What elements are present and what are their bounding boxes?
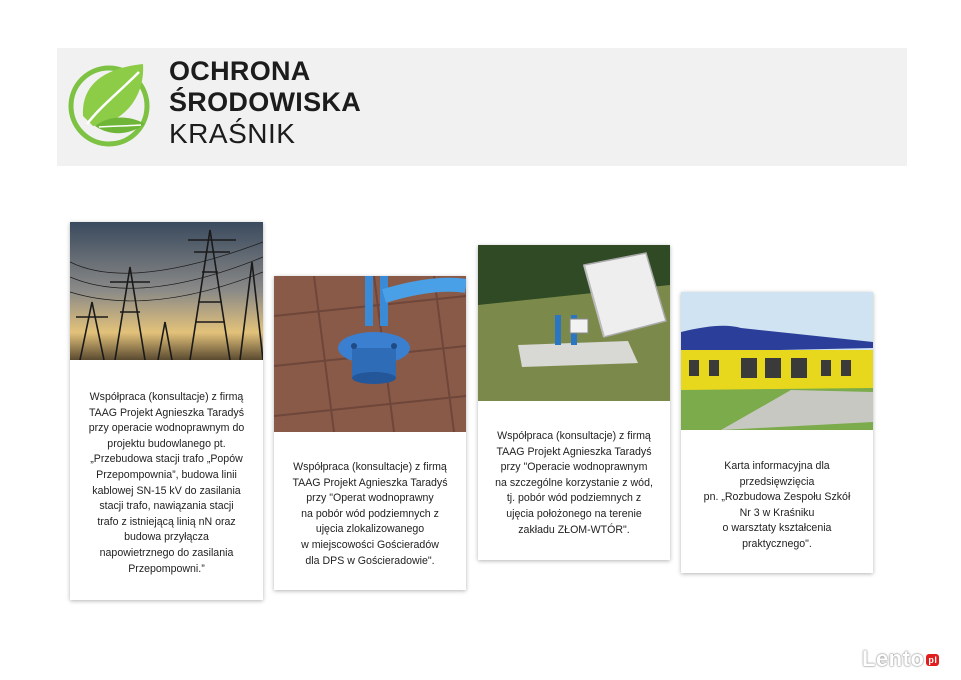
card-2-description: Współpraca (konsultacje) z firmą TAAG Projekt Agnieszka Taradyś przy "Operat wodnoprawny na pobór wód podziemnych z ujęcia zlokalizowanego w miejscowości Gościeradów dla DPS w Gościeradowie". [292, 461, 448, 567]
project-card-4 [681, 292, 873, 573]
watermark-suffix: pl [928, 655, 938, 666]
lento-watermark [862, 646, 939, 672]
project-card-1 [70, 222, 263, 600]
brand-name [169, 56, 361, 150]
brand-line-3: KRAŚNIK [169, 118, 296, 149]
watermark-text: Lento [862, 646, 925, 671]
card-4-description: Karta informacyjna dla przedsięwzięcia pn. „Rozbudowa Zespołu Szkół Nr 3 w Kraśniku o warsztaty kształcenia praktycznego". [703, 460, 851, 550]
project-card-3 [478, 245, 670, 560]
card-3-description: Współpraca (konsultacje) z firmą TAAG Projekt Agnieszka Taradyś przy "Operacie wodnoprawnym na szczególne korzystanie z wód, tj. pobór wód podziemnych z ujęcia położonego na terenie zakładu ZŁOM-WTÓR". [495, 430, 653, 536]
school-building-photo [681, 292, 873, 430]
brand-line-1: OCHRONA [169, 56, 311, 86]
project-card-2 [274, 276, 466, 590]
header-banner [57, 48, 907, 166]
brand-line-2: ŚRODOWISKA [169, 87, 361, 117]
leaf-logo-icon [65, 54, 157, 154]
water-pipe-photo [274, 276, 466, 432]
well-cabinet-photo [478, 245, 670, 401]
power-lines-photo [70, 222, 263, 360]
card-1-description: Współpraca (konsultacje) z firmą TAAG Projekt Agnieszka Taradyś przy operacie wodnoprawnym do projektu budowlanego pt. „Przebudowa stacji trafo „Popów Przepompownia”, budowa linii kablowej SN-15 kV do zasilania stacji trafo, nawiązania stacji trafo z istniejącą linią nN oraz budowa przyłącza napowietrznego do zasilania Przepompowni.” [88, 391, 245, 575]
